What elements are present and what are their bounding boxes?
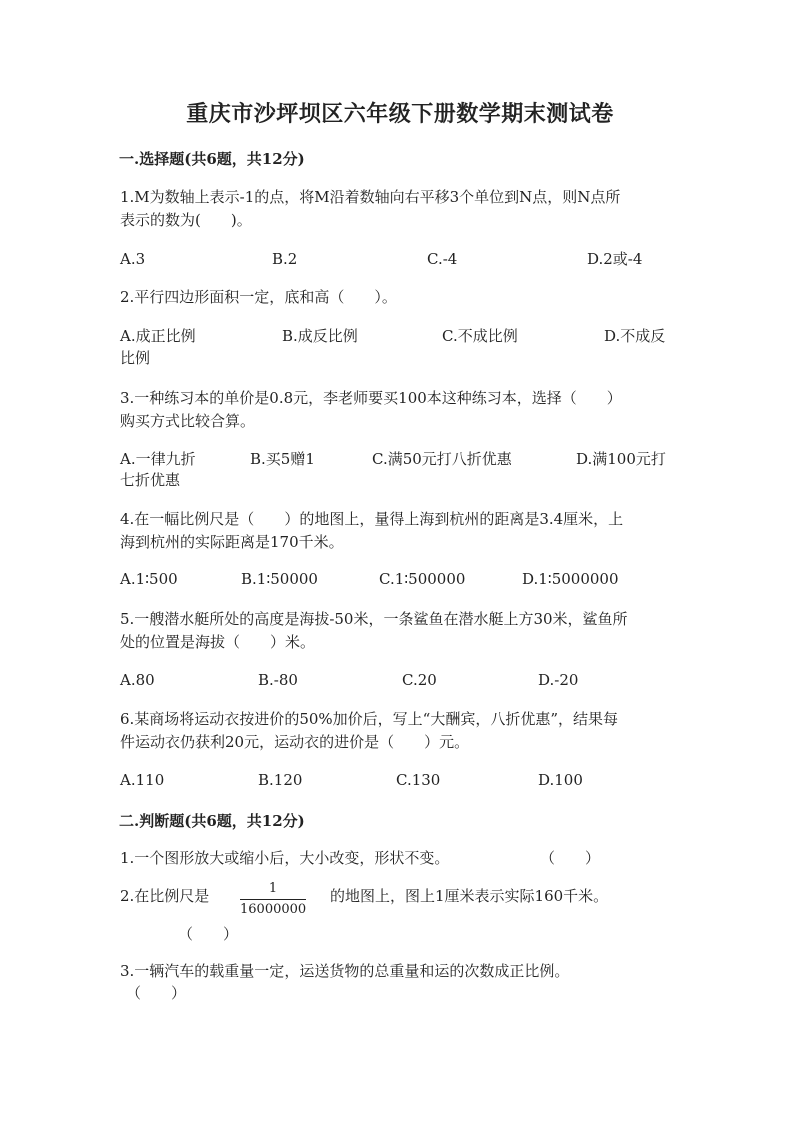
question-3-line1: 3.一种练习本的单价是0.8元，李老师要买100本这种练习本，选择（ ） <box>120 389 622 407</box>
page-title: 重庆市沙坪坝区六年级下册数学期末测试卷 <box>186 101 614 127</box>
question-4-line2: 海到杭州的实际距离是170千米。 <box>120 533 344 551</box>
option-c[interactable]: C.1∶500000 <box>379 570 466 588</box>
judge-question-2-before: 2.在比例尺是 <box>120 887 210 905</box>
question-1-options <box>120 248 680 271</box>
question-2-line1: 2.平行四边形面积一定，底和高（ ）。 <box>120 288 397 306</box>
scale-fraction <box>240 881 306 918</box>
section-heading-judge: 二.判断题(共6题，共12分) <box>119 812 305 830</box>
question-1 <box>120 186 680 232</box>
question-3-option-d-wrap: 七折优惠 <box>120 471 181 489</box>
option-a[interactable]: A.一律九折 <box>120 450 196 468</box>
option-a[interactable]: A.成正比例 <box>120 327 196 345</box>
fraction-numerator: 1 <box>268 881 278 896</box>
option-d[interactable]: D.不成反 <box>604 327 666 345</box>
question-5-line1: 5.一艘潜水艇所处的高度是海拔-50米，一条鲨鱼在潜水艇上方30米，鲨鱼所 <box>120 610 628 628</box>
question-6-line1: 6.某商场将运动衣按进价的50%加价后，写上“大酬宾，八折优惠”，结果每 <box>120 710 618 728</box>
option-b[interactable]: B.120 <box>258 771 303 789</box>
question-5-options <box>120 669 680 692</box>
option-c[interactable]: C.130 <box>396 771 441 789</box>
fraction-denominator: 16000000 <box>240 902 307 917</box>
question-6 <box>120 708 680 754</box>
option-d[interactable]: D.2或-4 <box>587 250 643 268</box>
option-b[interactable]: B.2 <box>272 250 298 268</box>
option-d[interactable]: D.100 <box>538 771 583 789</box>
section-heading-choice: 一.选择题(共6题，共12分) <box>119 150 305 168</box>
question-2-options <box>120 325 680 348</box>
answer-paren[interactable]: （ ） <box>126 984 187 1002</box>
option-d[interactable]: D.1∶5000000 <box>522 570 619 588</box>
question-3 <box>120 387 680 433</box>
question-4 <box>120 508 680 554</box>
question-3-options <box>120 448 680 471</box>
question-2 <box>120 286 680 309</box>
answer-paren[interactable]: （ ） <box>540 849 601 867</box>
option-c[interactable]: C.不成比例 <box>442 327 518 345</box>
option-b[interactable]: B.-80 <box>258 671 298 689</box>
question-6-line2: 件运动衣仍获利20元，运动衣的进价是（ ）元。 <box>120 733 470 751</box>
option-c[interactable]: C.-4 <box>427 250 458 268</box>
answer-paren[interactable]: （ ） <box>178 925 239 943</box>
question-6-options <box>120 769 680 792</box>
option-b[interactable]: B.成反比例 <box>282 327 358 345</box>
option-a[interactable]: A.80 <box>120 671 155 689</box>
question-4-options <box>120 568 680 591</box>
question-5-line2: 处的位置是海拔（ ）米。 <box>120 633 316 651</box>
option-c[interactable]: C.20 <box>402 671 437 689</box>
fraction-bar <box>240 899 306 900</box>
option-a[interactable]: A.110 <box>120 771 165 789</box>
option-b[interactable]: B.买5赠1 <box>250 450 315 468</box>
question-3-line2: 购买方式比较合算。 <box>120 412 256 430</box>
judge-question-3: 3.一辆汽车的载重量一定，运送货物的总重量和运的次数成正比例。 <box>120 962 570 980</box>
judge-question-2-after: 的地图上，图上1厘米表示实际160千米。 <box>330 887 609 905</box>
question-4-line1: 4.在一幅比例尺是（ ）的地图上，量得上海到杭州的距离是3.4厘米，上 <box>120 510 624 528</box>
question-1-line2: 表示的数为( )。 <box>120 211 252 229</box>
question-2-option-d-wrap: 比例 <box>120 349 151 367</box>
question-1-line1: 1.M为数轴上表示-1的点，将M沿着数轴向右平移3个单位到N点，则N点所 <box>120 188 621 206</box>
option-a[interactable]: A.3 <box>120 250 146 268</box>
option-d[interactable]: D.-20 <box>538 671 579 689</box>
option-c[interactable]: C.满50元打八折优惠 <box>372 450 512 468</box>
option-a[interactable]: A.1∶500 <box>120 570 178 588</box>
option-b[interactable]: B.1∶50000 <box>241 570 318 588</box>
option-d[interactable]: D.满100元打 <box>576 450 666 468</box>
judge-question-1: 1.一个图形放大或缩小后，大小改变，形状不变。 <box>120 849 450 867</box>
question-5 <box>120 608 680 654</box>
